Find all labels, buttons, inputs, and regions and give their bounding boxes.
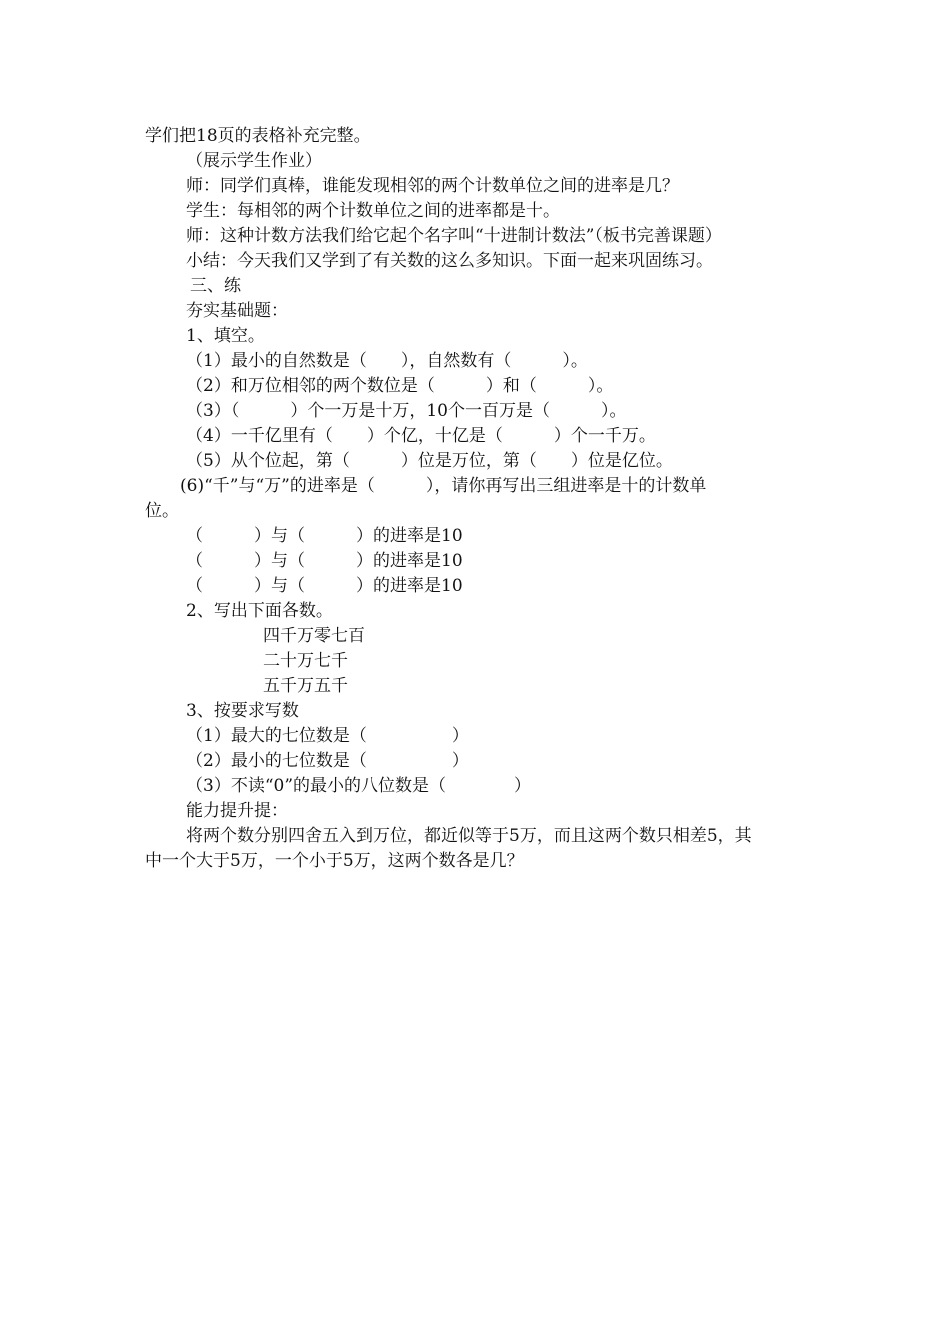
question-1-4: （4）一千亿里有（ ）个亿，十亿是（ ）个一千万。 bbox=[186, 426, 656, 446]
section-heading: 三、练 bbox=[190, 276, 241, 296]
advanced-heading: 能力提升提： bbox=[186, 801, 288, 821]
text-line-2: （展示学生作业） bbox=[186, 151, 322, 171]
question-3-2: （2）最小的七位数是（ ） bbox=[186, 751, 469, 771]
question-3-3: （3）不读“0”的最小的八位数是（ ） bbox=[186, 776, 532, 796]
answer-row-2: （ ）与（ ）的进率是10 bbox=[186, 551, 463, 571]
question-1-1: （1）最小的自然数是（ ），自然数有（ ）。 bbox=[186, 351, 588, 371]
question-1-6-cont: 位。 bbox=[145, 501, 179, 521]
advanced-question-line-2: 中一个大于5万，一个小于5万，这两个数各是几？ bbox=[145, 851, 524, 871]
subsection-heading: 夯实基础题： bbox=[186, 301, 288, 321]
question-2-title: 2、写出下面各数。 bbox=[186, 601, 333, 621]
text-line-5: 师：这种计数方法我们给它起个名字叫“十进制计数法”（板书完善课题） bbox=[186, 226, 722, 246]
answer-row-3: （ ）与（ ）的进率是10 bbox=[186, 576, 463, 596]
text-line-6: 小结：今天我们又学到了有关数的这么多知识。下面一起来巩固练习。 bbox=[186, 251, 713, 271]
question-1-3: （3）（ ）个一万是十万，10个一百万是（ ）。 bbox=[186, 401, 627, 421]
number-word-2: 二十万七千 bbox=[263, 651, 348, 671]
text-line-4: 学生：每相邻的两个计数单位之间的进率都是十。 bbox=[186, 201, 560, 221]
question-3-title: 3、按要求写数 bbox=[186, 701, 299, 721]
text-line-1: 学们把18页的表格补充完整。 bbox=[145, 126, 371, 146]
advanced-question-line-1: 将两个数分别四舍五入到万位，都近似等于5万，而且这两个数只相差5，其 bbox=[186, 826, 752, 846]
answer-row-1: （ ）与（ ）的进率是10 bbox=[186, 526, 463, 546]
question-1-title: 1、填空。 bbox=[186, 326, 265, 346]
question-3-1: （1）最大的七位数是（ ） bbox=[186, 726, 469, 746]
question-1-5: （5）从个位起，第（ ）位是万位，第（ ）位是亿位。 bbox=[186, 451, 673, 471]
question-1-2: （2）和万位相邻的两个数位是（ ）和（ ）。 bbox=[186, 376, 614, 396]
number-word-1: 四千万零七百 bbox=[263, 626, 365, 646]
question-1-6: (6)“千”与“万”的进率是（ ），请你再写出三组进率是十的计数单 bbox=[180, 476, 707, 496]
text-line-3: 师：同学们真棒，谁能发现相邻的两个计数单位之间的进率是几？ bbox=[186, 176, 679, 196]
number-word-3: 五千万五千 bbox=[263, 676, 348, 696]
